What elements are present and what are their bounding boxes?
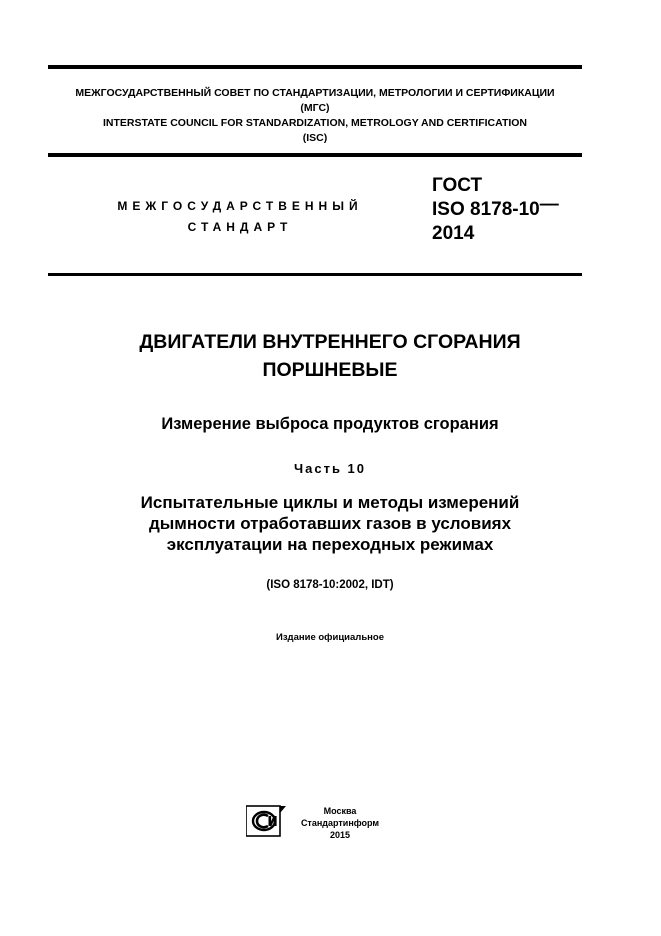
standartinform-logo-icon (246, 805, 286, 837)
document-title (48, 328, 612, 384)
standard-type-label (100, 196, 380, 238)
gost-designation (432, 174, 559, 246)
gost-number: ISO 8178-10 (432, 199, 540, 220)
council-en-abbr: (ISC) (302, 132, 328, 144)
council-ru-name: МЕЖГОСУДАРСТВЕННЫЙ СОВЕТ ПО СТАНДАРТИЗАЦИИ, МЕТРОЛОГИИ И СЕРТИФИКАЦИИ (75, 87, 555, 99)
gost-year: 2014 (432, 223, 475, 244)
bottom-rule (48, 273, 582, 276)
part-number: Часть 10 (293, 461, 367, 476)
council-en-name: INTERSTATE COUNCIL FOR STANDARDIZATION, METROLOGY AND CERTIFICATION (102, 117, 528, 129)
part-title-line3: эксплуатации на переходных режимах (166, 535, 494, 554)
publisher-year: 2015 (329, 830, 351, 840)
title-line2: ПОРШНЕВЫЕ (262, 359, 398, 381)
part-title (48, 492, 612, 555)
council-header (48, 86, 582, 146)
standard-label-line2: СТАНДАРТ (187, 220, 293, 234)
top-rule (48, 65, 582, 69)
middle-rule (48, 153, 582, 157)
document-subtitle: Измерение выброса продуктов сгорания (161, 415, 499, 433)
council-ru-abbr: (МГС) (300, 102, 330, 114)
publisher-city: Москва (323, 806, 357, 816)
publisher-info (290, 805, 390, 841)
gost-dash: — (539, 194, 559, 215)
gost-label: ГОСТ (432, 175, 483, 196)
edition-note: Издание официальное (276, 632, 384, 643)
title-line1: ДВИГАТЕЛИ ВНУТРЕННЕГО СГОРАНИЯ (139, 331, 521, 353)
part-title-line2: дымности отработавших газов в условиях (148, 514, 512, 533)
gost-number-line (432, 194, 559, 222)
part-title-line1: Испытательные циклы и методы измерений (140, 493, 520, 512)
iso-reference: (ISO 8178-10:2002, IDT) (266, 579, 394, 591)
publisher-name: Стандартинформ (300, 818, 380, 828)
standard-label-line1: МЕЖГОСУДАРСТВЕННЫЙ (117, 199, 363, 213)
